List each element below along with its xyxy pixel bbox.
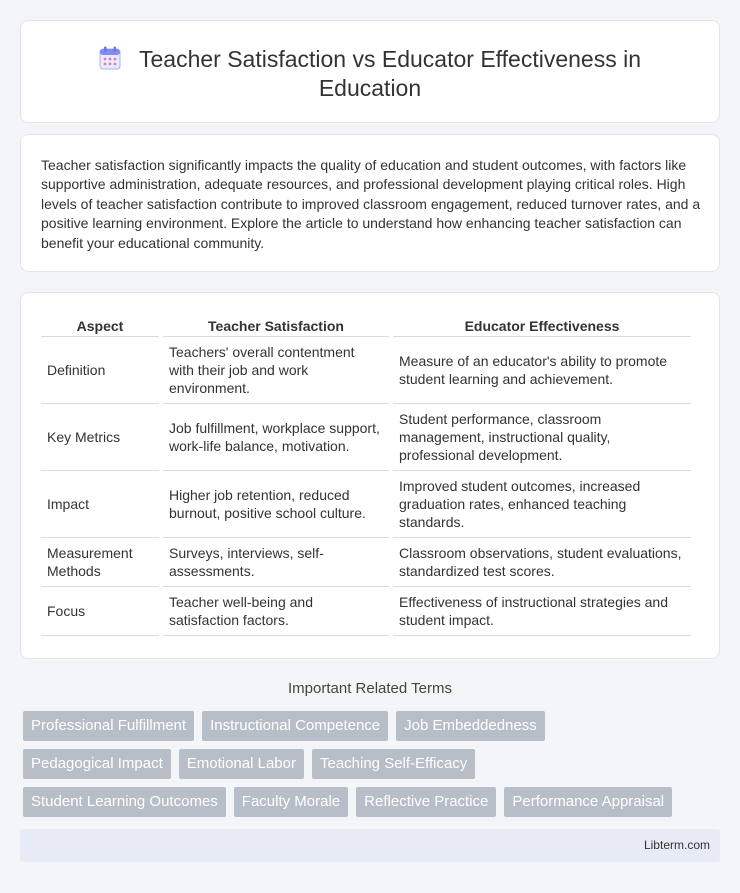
tag-reflective-practice[interactable]: Reflective Practice <box>356 787 496 817</box>
row-teacher-satisfaction: Job fulfillment, workplace support, work-life balance, motivation. <box>163 404 389 471</box>
tag-performance-appraisal[interactable]: Performance Appraisal <box>504 787 672 817</box>
tag-student-learning-outcomes[interactable]: Student Learning Outcomes <box>23 787 226 817</box>
row-teacher-satisfaction: Higher job retention, reduced burnout, positive school culture. <box>163 471 389 538</box>
row-educator-effectiveness: Measure of an educator's ability to promote student learning and achievement. <box>393 337 691 404</box>
title-line-2: Education <box>318 75 422 101</box>
row-educator-effectiveness: Student performance, classroom management, instructional quality, professional development. <box>393 404 691 471</box>
related-terms <box>23 711 723 825</box>
tag-faculty-morale[interactable]: Faculty Morale <box>234 787 348 817</box>
page-title <box>21 45 719 103</box>
header-educator-effectiveness: Educator Effectiveness <box>393 315 691 337</box>
intro-card <box>20 134 720 272</box>
tag-teaching-self-efficacy[interactable]: Teaching Self-Efficacy <box>312 749 475 779</box>
row-teacher-satisfaction: Surveys, interviews, self-assessments. <box>163 538 389 587</box>
row-aspect: Impact <box>41 471 159 538</box>
tag-emotional-labor[interactable]: Emotional Labor <box>179 749 304 779</box>
intro-paragraph: Teacher satisfaction significantly impacts the quality of education and student outcomes, with factors like supportive administration, adequate resources, and professional development playing critical roles. High levels of teacher satisfaction contribute to improved classroom engagement, reduced turnover rates, and a positive learning environment. Explore the article to understand how enhancing teacher satisfaction can benefit your educational community. <box>41 157 701 251</box>
title-line-1: Teacher Satisfaction vs Educator Effectiveness in <box>138 46 641 72</box>
row-teacher-satisfaction: Teacher well-being and satisfaction factors. <box>163 587 389 636</box>
tag-instructional-competence[interactable]: Instructional Competence <box>202 711 388 741</box>
row-educator-effectiveness: Improved student outcomes, increased graduation rates, enhanced teaching standards. <box>393 471 691 538</box>
row-aspect: Definition <box>41 337 159 404</box>
footer-site-link[interactable]: Libterm.com <box>643 838 710 852</box>
title-card <box>20 20 720 123</box>
tag-professional-fulfillment[interactable]: Professional Fulfillment <box>23 711 194 741</box>
tag-row <box>23 787 723 817</box>
tag-row <box>23 711 723 741</box>
row-aspect: Measurement Methods <box>41 538 159 587</box>
table-header-row <box>41 315 691 337</box>
header-teacher-satisfaction: Teacher Satisfaction <box>163 315 389 337</box>
tag-pedagogical-impact[interactable]: Pedagogical Impact <box>23 749 171 779</box>
table-row <box>41 587 691 636</box>
tag-row <box>23 749 723 779</box>
tag-job-embeddedness[interactable]: Job Embeddedness <box>396 711 545 741</box>
row-aspect: Key Metrics <box>41 404 159 471</box>
header-aspect: Aspect <box>41 315 159 337</box>
related-terms-title: Important Related Terms <box>288 680 452 697</box>
row-educator-effectiveness: Effectiveness of instructional strategies and student impact. <box>393 587 691 636</box>
table-row <box>41 538 691 587</box>
footer <box>20 829 720 862</box>
row-teacher-satisfaction: Teachers' overall contentment with their job and work environment. <box>163 337 389 404</box>
row-aspect: Focus <box>41 587 159 636</box>
comparison-table <box>37 315 695 636</box>
row-educator-effectiveness: Classroom observations, student evaluations, standardized test scores. <box>393 538 691 587</box>
table-row <box>41 471 691 538</box>
calendar-icon <box>99 46 121 70</box>
table-row <box>41 337 691 404</box>
table-row <box>41 404 691 471</box>
comparison-card <box>20 292 720 659</box>
